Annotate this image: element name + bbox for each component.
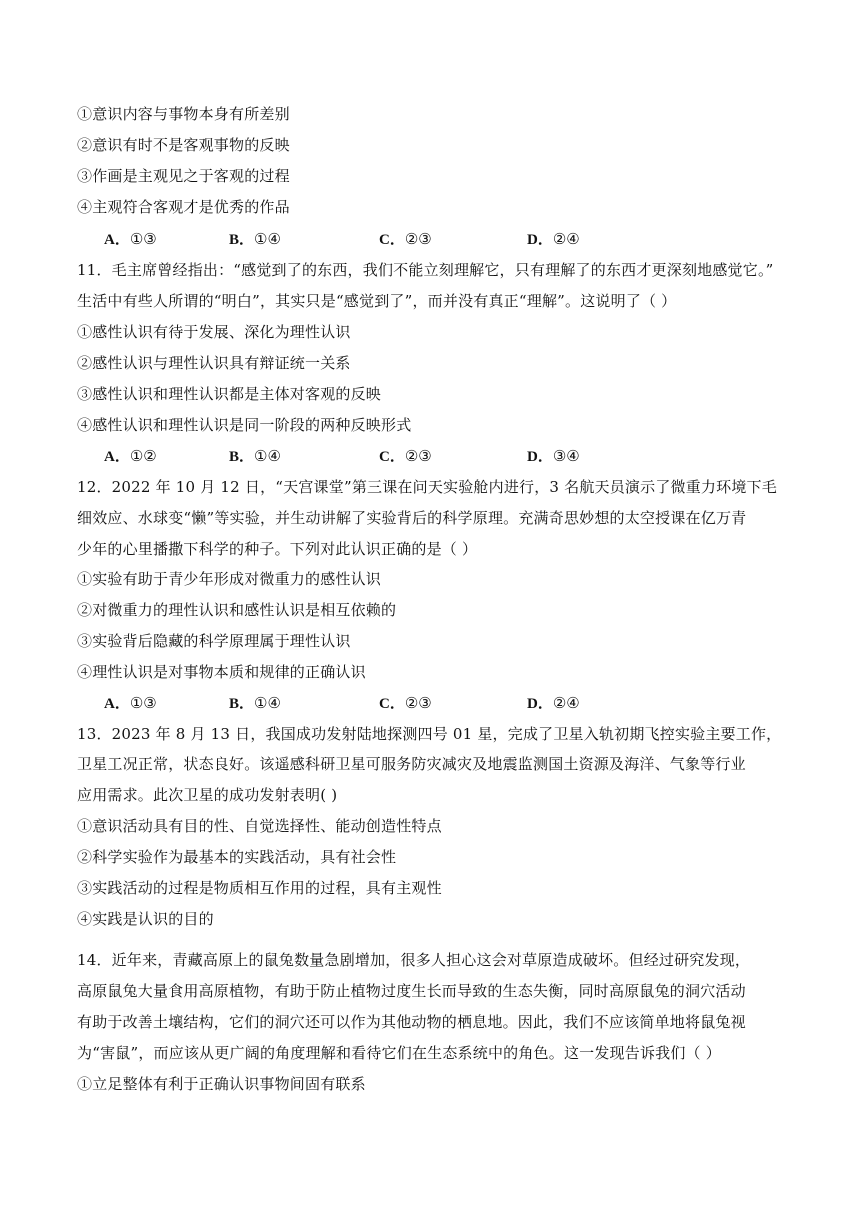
option-key: C． bbox=[379, 232, 405, 248]
q10-options bbox=[104, 229, 804, 249]
q13-statement-2: ②科学实验作为最基本的实践活动，具有社会性 bbox=[77, 848, 397, 866]
option-text: ①③ bbox=[129, 230, 157, 248]
option-text: ①④ bbox=[254, 230, 281, 248]
q11-stem-line-1: 11．毛主席曾经指出：“感觉到了的东西，我们不能立刻理解它，只有理解了的东西才更深刻地感觉它。” bbox=[77, 261, 774, 279]
option-key: C． bbox=[379, 449, 405, 465]
option-text: ②③ bbox=[404, 230, 432, 248]
q10-statement-3: ③作画是主观见之于客观的过程 bbox=[77, 167, 290, 185]
q11-statement-1: ①感性认识有待于发展、深化为理性认识 bbox=[77, 323, 351, 341]
q11-statement-2: ②感性认识与理性认识具有辩证统一关系 bbox=[77, 354, 351, 372]
q11-option-d[interactable] bbox=[527, 446, 580, 467]
q12-stem-line-1: 12．2022 年 10 月 12 日，“天宫课堂”第三课在问天实验舱内进行，3 名航天员演示了微重力环境下毛 bbox=[77, 478, 777, 496]
q12-option-d[interactable] bbox=[527, 693, 580, 714]
q12-stem-line-2: 细效应、水球变“懒”等实验，并生动讲解了实验背后的科学原理。充满奇思妙想的太空授课在亿万青 bbox=[77, 509, 747, 527]
q11-option-b[interactable] bbox=[229, 446, 281, 467]
q10-option-a[interactable] bbox=[104, 229, 157, 250]
option-text: ③④ bbox=[552, 447, 580, 465]
q14-stem-line-4: 为“害鼠”，而应该从更广阔的角度理解和看待它们在生态系统中的角色。这一发现告诉我们（ ） bbox=[77, 1044, 721, 1062]
q13-statement-1: ①意识活动具有目的性、自觉选择性、能动创造性特点 bbox=[77, 817, 442, 835]
option-text: ①④ bbox=[254, 694, 281, 712]
option-key: D． bbox=[527, 232, 553, 248]
q12-statement-4: ④理性认识是对事物本质和规律的正确认识 bbox=[77, 663, 366, 681]
q12-option-c[interactable] bbox=[379, 693, 432, 714]
q12-options bbox=[104, 693, 804, 713]
q11-options bbox=[104, 446, 804, 466]
q12-statement-3: ③实验背后隐藏的科学原理属于理性认识 bbox=[77, 632, 351, 650]
q14-stem-line-2: 高原鼠兔大量食用高原植物，有助于防止植物过度生长而导致的生态失衡，同时高原鼠兔的洞穴活动 bbox=[77, 982, 746, 1000]
q14-statement-1: ①立足整体有利于正确认识事物间固有联系 bbox=[77, 1075, 366, 1093]
q10-option-b[interactable] bbox=[229, 229, 281, 250]
q11-option-c[interactable] bbox=[379, 446, 432, 467]
option-text: ①③ bbox=[129, 694, 157, 712]
q12-option-a[interactable] bbox=[104, 693, 157, 714]
option-key: B． bbox=[229, 449, 255, 465]
q10-statement-1: ①意识内容与事物本身有所差别 bbox=[77, 105, 290, 123]
option-key: C． bbox=[379, 696, 405, 712]
q10-option-c[interactable] bbox=[379, 229, 432, 250]
option-text: ②③ bbox=[404, 694, 432, 712]
option-key: A． bbox=[104, 449, 130, 465]
q10-statement-4: ④主观符合客观才是优秀的作品 bbox=[77, 198, 290, 216]
option-key: B． bbox=[229, 696, 255, 712]
q10-option-d[interactable] bbox=[527, 229, 580, 250]
q14-stem-line-3: 有助于改善土壤结构，它们的洞穴还可以作为其他动物的栖息地。因此，我们不应该简单地将鼠兔视 bbox=[77, 1013, 746, 1031]
q12-statement-2: ②对微重力的理性认识和感性认识是相互依赖的 bbox=[77, 601, 397, 619]
q12-stem-line-3: 少年的心里播撒下科学的种子。下列对此认识正确的是（ ） bbox=[77, 540, 478, 558]
option-text: ①② bbox=[129, 447, 157, 465]
q12-statement-1: ①实验有助于青少年形成对微重力的感性认识 bbox=[77, 570, 382, 588]
option-text: ①④ bbox=[254, 447, 281, 465]
q13-statement-4: ④实践是认识的目的 bbox=[77, 910, 214, 928]
option-key: D． bbox=[527, 449, 553, 465]
q13-stem-line-3: 应用需求。此次卫星的成功发射表明( ) bbox=[77, 786, 338, 804]
q14-stem-line-1: 14．近年来，青藏高原上的鼠兔数量急剧增加，很多人担心这会对草原造成破坏。但经过研究发现， bbox=[77, 951, 751, 969]
q11-option-a[interactable] bbox=[104, 446, 157, 467]
option-key: A． bbox=[104, 696, 130, 712]
option-key: A． bbox=[104, 232, 130, 248]
q10-statement-2: ②意识有时不是客观事物的反映 bbox=[77, 136, 290, 154]
q11-statement-3: ③感性认识和理性认识都是主体对客观的反映 bbox=[77, 385, 382, 403]
option-text: ②④ bbox=[552, 230, 580, 248]
q13-statement-3: ③实践活动的过程是物质相互作用的过程，具有主观性 bbox=[77, 879, 442, 897]
option-key: B． bbox=[229, 232, 255, 248]
q13-stem-line-2: 卫星工况正常，状态良好。该遥感科研卫星可服务防灾减灾及地震监测国土资源及海洋、气象等行业 bbox=[77, 755, 746, 773]
option-key: D． bbox=[527, 696, 553, 712]
q11-stem-line-2: 生活中有些人所谓的“明白”，其实只是“感觉到了”，而并没有真正“理解”。这说明了（ ） bbox=[77, 292, 677, 310]
q13-stem-line-1: 13．2023 年 8 月 13 日，我国成功发射陆地探测四号 01 星，完成了卫星入轨初期飞控实验主要工作， bbox=[77, 725, 782, 743]
option-text: ②③ bbox=[404, 447, 432, 465]
q12-option-b[interactable] bbox=[229, 693, 281, 714]
option-text: ②④ bbox=[552, 694, 580, 712]
q11-statement-4: ④感性认识和理性认识是同一阶段的两种反映形式 bbox=[77, 416, 412, 434]
